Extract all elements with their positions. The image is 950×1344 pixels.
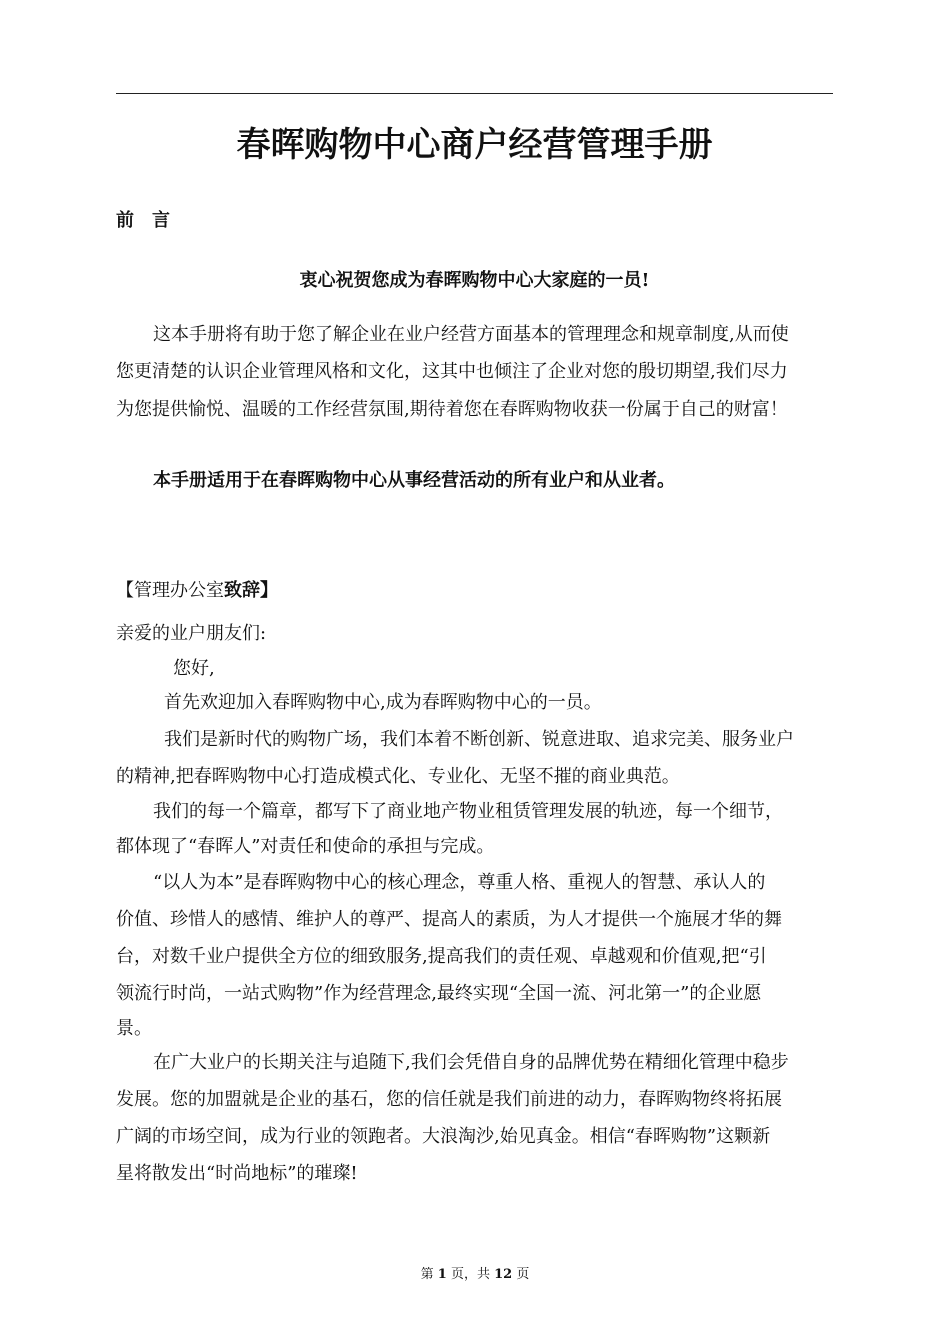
address-heading-bold: 致辞	[224, 580, 260, 601]
header-rule	[116, 93, 833, 94]
page-footer	[0, 1263, 950, 1282]
body-line: 发展。您的加盟就是企业的基石，您的信任就是我们前进的动力，春晖购物终将拓展	[116, 1089, 782, 1110]
footer-page-number: 1	[437, 1267, 447, 1282]
body-line: 都体现了“春晖人”对责任和使命的承担与完成。	[116, 836, 495, 857]
body-line: 在广大业户的长期关注与追随下,我们会凭借自身的品牌优势在精细化管理中稳步	[153, 1052, 789, 1073]
body-line: “以人为本”是春晖购物中心的核心理念，尊重人格、重视人的智慧、承认人的	[153, 872, 766, 893]
body-line: 星将散发出“时尚地标”的璀璨!	[116, 1163, 358, 1184]
address-heading-suffix: 】	[260, 580, 278, 601]
body-line: 台，对数千业户提供全方位的细致服务,提高我们的责任观、卓越观和价值观,把“引	[116, 946, 767, 967]
body-line: 领流行时尚，一站式购物”作为经营理念,最终实现“全国一流、河北第一”的企业愿	[116, 983, 762, 1004]
body-line: 我们是新时代的购物广场，我们本着不断创新、锐意进取、追求完美、服务业户	[164, 729, 794, 750]
intro-line: 为您提供愉悦、温暖的工作经营氛围,期待着您在春晖购物收获一份属于自己的财富！	[116, 399, 788, 420]
preface-heading: 前 言	[116, 210, 170, 231]
footer-total-pages: 12	[494, 1267, 513, 1282]
document-title: 春晖购物中心商户经营管理手册	[236, 125, 713, 165]
body-line: 景。	[116, 1018, 152, 1039]
body-line: 广阔的市场空间，成为行业的领跑者。大浪淘沙,始见真金。相信“春晖购物”这颗新	[116, 1126, 771, 1147]
body-line: 首先欢迎加入春晖购物中心,成为春晖购物中心的一员。	[164, 692, 602, 713]
body-line: 我们的每一个篇章，都写下了商业地产物业租赁管理发展的轨迹，每一个细节，	[153, 801, 783, 822]
footer-middle: 页，共	[446, 1267, 495, 1282]
congratulation-line: 衷心祝贺您成为春晖购物中心大家庭的一员!	[299, 270, 650, 291]
salutation: 亲爱的业户朋友们:	[116, 623, 267, 644]
scope-statement: 本手册适用于在春晖购物中心从事经营活动的所有业户和从业者。	[153, 470, 675, 491]
address-heading-prefix: 【管理办公室	[116, 580, 224, 601]
greeting: 您好,	[173, 658, 215, 679]
footer-suffix: 页	[512, 1267, 530, 1282]
address-heading	[116, 578, 278, 604]
intro-line: 这本手册将有助于您了解企业在业户经营方面基本的管理理念和规章制度,从而使	[153, 324, 789, 345]
intro-line: 您更清楚的认识企业管理风格和文化，这其中也倾注了企业对您的殷切期望,我们尽力	[116, 361, 788, 382]
body-line: 价值、珍惜人的感情、维护人的尊严、提高人的素质，为人才提供一个施展才华的舞	[116, 909, 782, 930]
body-line: 的精神,把春晖购物中心打造成模式化、专业化、无坚不摧的商业典范。	[116, 766, 680, 787]
footer-prefix: 第	[420, 1267, 438, 1282]
